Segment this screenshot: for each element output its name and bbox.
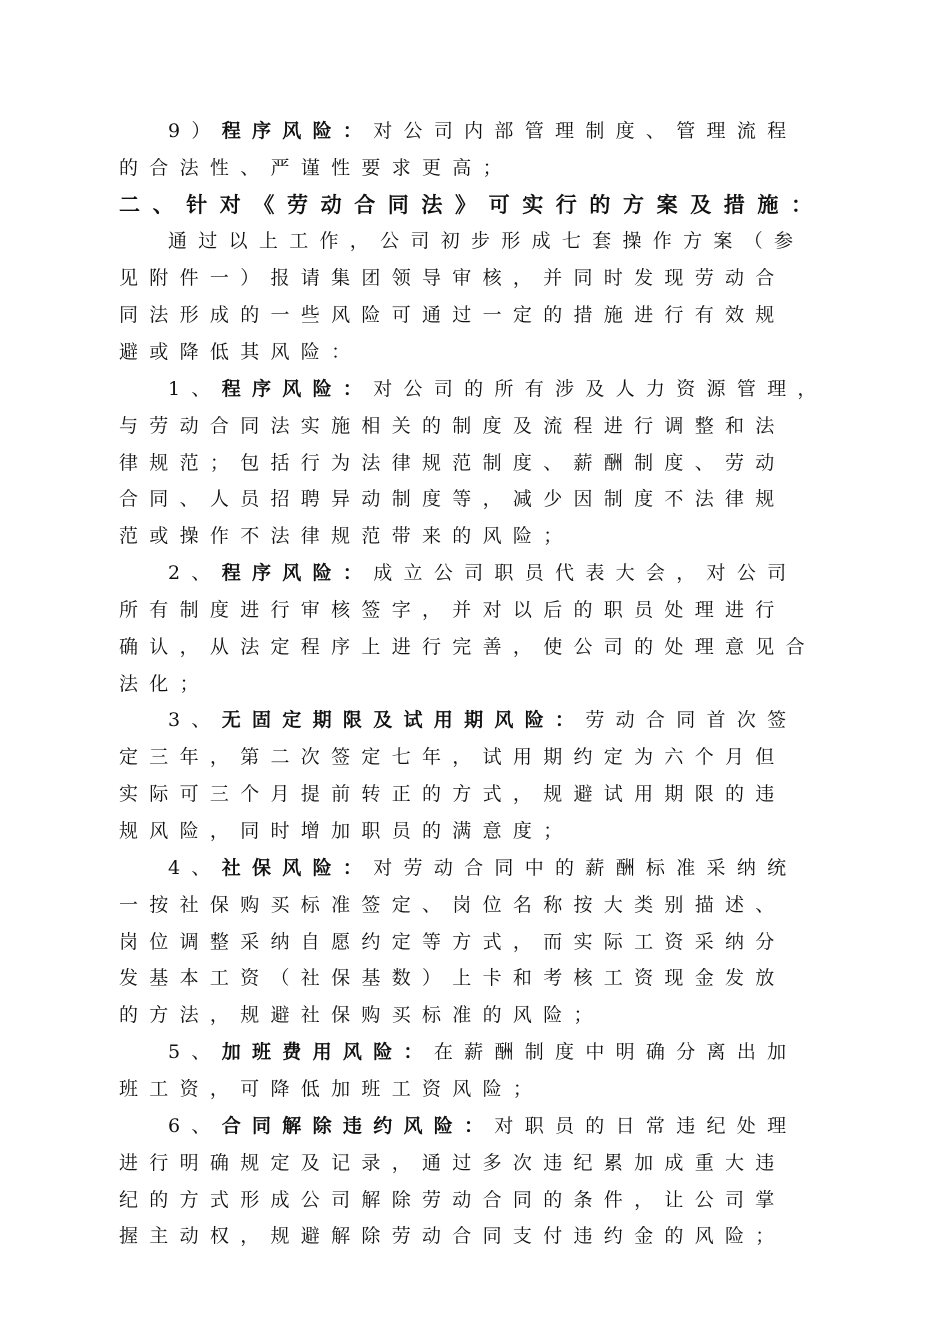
paragraph-line: 律规范；包括行为法律规范制度、薪酬制度、劳动 bbox=[119, 452, 786, 474]
bold-term: 合同解除违约风险： bbox=[221, 1115, 495, 1137]
paragraph-line: 合同、人员招聘异动制度等，减少因制度不法律规 bbox=[119, 488, 786, 510]
paragraph-line: 法化； bbox=[119, 673, 210, 695]
paragraph-line: 进行明确规定及记录，通过多次违纪累加成重大违 bbox=[119, 1152, 786, 1174]
paragraph-line: 通过以上工作，公司初步形成七套操作方案（参 bbox=[168, 230, 805, 252]
paragraph-line: 纪的方式形成公司解除劳动合同的条件，让公司掌 bbox=[119, 1189, 786, 1211]
bold-term: 社保风险： bbox=[221, 857, 374, 879]
paragraph-line: 与劳动合同法实施相关的制度及流程进行调整和法 bbox=[119, 415, 786, 437]
paragraph-line: 一按社保购买标准签定、岗位名称按大类别描述、 bbox=[119, 894, 786, 916]
paragraph-line: 所有制度进行审核签字，并对以后的职员处理进行 bbox=[119, 599, 786, 621]
paragraph-line: 范或操作不法律规范带来的风险； bbox=[119, 525, 574, 547]
paragraph-line: 握主动权，规避解除劳动合同支付违约金的风险； bbox=[119, 1225, 786, 1247]
paragraph-line: 同法形成的一些风险可通过一定的措施进行有效规 bbox=[119, 304, 786, 326]
paragraph-line: 的合法性、严谨性要求更高； bbox=[119, 157, 513, 179]
paragraph-line: 9）程序风险：对公司内部管理制度、管理流程 bbox=[168, 120, 798, 142]
paragraph-line: 规风险，同时增加职员的满意度； bbox=[119, 820, 574, 842]
bold-term: 程序风险： bbox=[221, 378, 374, 400]
paragraph-line: 的方法，规避社保购买标准的风险； bbox=[119, 1004, 604, 1026]
paragraph-line: 定三年，第二次签定七年，试用期约定为六个月但 bbox=[119, 746, 786, 768]
section-heading: 二、针对《劳动合同法》可实行的方案及措施： bbox=[119, 192, 825, 217]
paragraph-line: 实际可三个月提前转正的方式，规避试用期限的违 bbox=[119, 783, 786, 805]
paragraph-line: 3、无固定期限及试用期风险：劳动合同首次签 bbox=[168, 709, 798, 731]
paragraph-line: 5、加班费用风险：在薪酬制度中明确分离出加 bbox=[168, 1041, 798, 1063]
paragraph-line: 岗位调整采纳自愿约定等方式，而实际工资采纳分 bbox=[119, 931, 786, 953]
bold-term: 程序风险： bbox=[221, 562, 374, 584]
paragraph-line: 4、社保风险：对劳动合同中的薪酬标准采纳统 bbox=[168, 857, 798, 879]
bold-term: 加班费用风险： bbox=[221, 1041, 434, 1063]
bold-term: 程序风险： bbox=[221, 120, 374, 142]
paragraph-line: 2、程序风险：成立公司职员代表大会，对公司 bbox=[168, 562, 798, 584]
paragraph-line: 发基本工资（社保基数）上卡和考核工资现金发放 bbox=[119, 967, 786, 989]
paragraph-line: 班工资，可降低加班工资风险； bbox=[119, 1078, 544, 1100]
paragraph-line: 6、合同解除违约风险：对职员的日常违纪处理 bbox=[168, 1115, 798, 1137]
paragraph-line: 确认，从法定程序上进行完善，使公司的处理意见合 bbox=[119, 636, 816, 658]
paragraph-line: 避或降低其风险： bbox=[119, 341, 362, 363]
paragraph-line: 1、程序风险：对公司的所有涉及人力资源管理， bbox=[168, 378, 828, 400]
bold-term: 无固定期限及试用期风险： bbox=[221, 709, 586, 731]
paragraph-line: 见附件一）报请集团领导审核，并同时发现劳动合 bbox=[119, 267, 786, 289]
